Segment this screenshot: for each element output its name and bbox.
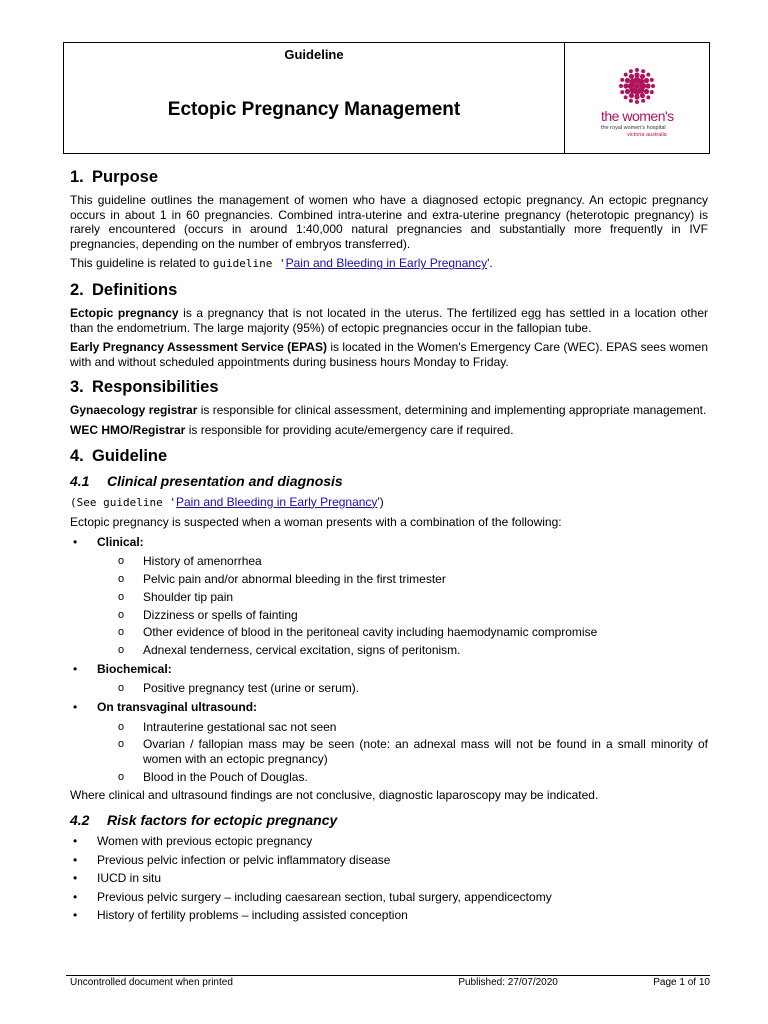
related-guideline-paragraph: This guideline is related to guideline 'Pain and Bleeding in Early Pregnancy'. xyxy=(70,256,493,271)
logo-petal xyxy=(640,93,645,98)
list-item: • Clinical: o History of amenorrhea o Pelvic pain and/or abnormal bleeding in the first trimester o Shoulder tip pain o Dizziness or spells of fainting o Other evidence of blood in the peritoneal cavity including haemodynamic compromise o Adnexal tenderness, cervical excitation, signs of peritonism. xyxy=(70,535,708,658)
logo-petal xyxy=(651,84,655,88)
list-item: o Shoulder tip pain xyxy=(97,590,708,605)
purpose-paragraph: This guideline outlines the management of women who have a diagnosed ectopic pregnancy. An ectopic pregnancy occurs in about 1 in 60 pregnancies. Combined intra-uterine and extra-uterine pregnancy (heterotopic pregnancy) is rarely encountered (occurs in around 1:40,000 natural pregnancies and substantially more frequently in IVF pregnancies, depending on the number of embryos transferred). xyxy=(70,193,708,251)
logo-petal xyxy=(625,78,630,83)
footer-divider xyxy=(66,975,710,976)
footer-page-number: Page 1 of 10 xyxy=(653,977,710,988)
logo-petal xyxy=(634,72,639,77)
document-header xyxy=(63,42,710,154)
list-item: • Biochemical: o Positive pregnancy test (urine or serum). xyxy=(70,662,708,696)
list-item: o Ovarian / fallopian mass may be seen (note: an adnexal mass will not be found in a small minority of women with an ectopic pregnancy) xyxy=(97,737,708,766)
related-guideline-link[interactable]: Pain and Bleeding in Early Pregnancy xyxy=(285,256,488,271)
ultrasound-sublist xyxy=(97,720,708,785)
section-heading-responsibilities: 3. Responsibilities xyxy=(70,378,219,397)
laparoscopy-paragraph: Where clinical and ultrasound findings are not conclusive, diagnostic laparoscopy may be indicated. xyxy=(70,788,599,803)
logo-petal xyxy=(635,68,639,72)
footer-published-date: Published: 27/07/2020 xyxy=(458,977,558,988)
subsection-heading-risk-factors: 4.2 Risk factors for ectopic pregnancy xyxy=(70,811,338,828)
header-title-cell xyxy=(64,43,565,153)
logo-petal xyxy=(629,99,633,103)
logo-petal xyxy=(645,83,650,88)
list-item: • History of fertility problems – including assisted conception xyxy=(70,908,708,923)
logo-petal xyxy=(646,95,650,99)
subsection-heading-clinical: 4.1 Clinical presentation and diagnosis xyxy=(70,472,343,489)
list-item: • Women with previous ectopic pregnancy xyxy=(70,834,708,849)
see-guideline-link[interactable]: Pain and Bleeding in Early Pregnancy xyxy=(175,494,378,509)
logo-location: victoria australia xyxy=(627,132,667,138)
list-item: • Previous pelvic surgery – including caesarean section, tubal surgery, appendicectomy xyxy=(70,890,708,905)
section-heading-purpose: 1. Purpose xyxy=(70,168,159,186)
logo-petal xyxy=(620,78,624,82)
logo-petal xyxy=(640,74,645,79)
logo-center xyxy=(634,83,640,89)
list-item: o Dizziness or spells of fainting xyxy=(97,608,708,623)
presentation-list xyxy=(70,535,708,785)
responsibility-wec: WEC HMO/Registrar is responsible for providing acute/emergency care if required. xyxy=(70,422,514,437)
logo-petal xyxy=(624,95,628,99)
logo-petal xyxy=(629,93,634,98)
document-title: Ectopic Pregnancy Management xyxy=(167,99,461,120)
page-footer xyxy=(70,977,710,988)
list-item: o Positive pregnancy test (urine or serum). xyxy=(97,681,708,696)
definition-epas: Early Pregnancy Assessment Service (EPAS) is located in the Women's Emergency Care (WEC). EPAS sees women with and without scheduled appointments during business hours Monday to Friday. xyxy=(70,340,709,369)
logo-petal xyxy=(625,89,630,94)
biochem-sublist xyxy=(97,681,708,696)
logo-petal xyxy=(620,90,624,94)
list-item: o Intrauterine gestational sac not seen xyxy=(97,720,708,735)
list-item: o History of amenorrhea xyxy=(97,554,708,569)
logo-petal xyxy=(623,83,628,88)
list-item: o Pelvic pain and/or abnormal bleeding in the first trimester xyxy=(97,572,708,587)
document-type-label: Guideline xyxy=(284,47,344,62)
logo-wordmark: the women's xyxy=(601,108,674,124)
section-heading-definitions: 2. Definitions xyxy=(70,280,178,299)
logo-petal xyxy=(629,74,634,79)
see-guideline-paragraph: (See guideline 'Pain and Bleeding in Early Pregnancy') xyxy=(70,494,384,509)
logo-petal xyxy=(641,99,645,103)
list-item: • IUCD in situ xyxy=(70,871,708,886)
logo-petal xyxy=(619,84,623,88)
logo-petal xyxy=(650,78,654,82)
document-body xyxy=(70,167,708,927)
logo-petal xyxy=(644,89,649,94)
logo-petal xyxy=(650,90,654,94)
list-item: o Blood in the Pouch of Douglas. xyxy=(97,770,708,785)
responsibility-registrar: Gynaecology registrar is responsible for clinical assessment, determining and implementing appropriate management. xyxy=(70,403,707,418)
logo-petal xyxy=(629,69,633,73)
list-item: • Previous pelvic infection or pelvic inflammatory disease xyxy=(70,853,708,868)
logo-subtitle: the royal women's hospital xyxy=(601,125,666,131)
risk-factors-list xyxy=(70,834,708,923)
logo-petal xyxy=(646,73,650,77)
logo-petal xyxy=(634,94,639,99)
list-item: o Other evidence of blood in the peritoneal cavity including haemodynamic compromise xyxy=(97,625,708,640)
flower-logo-icon xyxy=(617,66,657,106)
logo-petal xyxy=(644,78,649,83)
logo-petal xyxy=(641,69,645,73)
logo-petal xyxy=(624,73,628,77)
definition-ectopic: Ectopic pregnancy is a pregnancy that is not located in the uterus. The fertilized egg has settled in a location other than the endometrium. The large majority (95%) of ectopic pregnancies occur in the fallopian tube. xyxy=(70,305,708,335)
clinical-intro: Ectopic pregnancy is suspected when a woman presents with a combination of the following: xyxy=(70,515,562,530)
footer-disclaimer: Uncontrolled document when printed xyxy=(70,977,233,988)
section-heading-guideline: 4. Guideline xyxy=(70,446,168,465)
logo-petal xyxy=(635,100,639,104)
list-item: • On transvaginal ultrasound: o Intrauterine gestational sac not seen o Ovarian / fallopian mass may be seen (note: an adnexal mass will not be found in a small minority of women with an ectopic pregnancy) o Blood in the Pouch of Douglas. xyxy=(70,700,708,784)
list-item: o Adnexal tenderness, cervical excitation, signs of peritonism. xyxy=(97,643,708,658)
hospital-logo xyxy=(565,43,709,153)
clinical-sublist xyxy=(97,554,708,658)
